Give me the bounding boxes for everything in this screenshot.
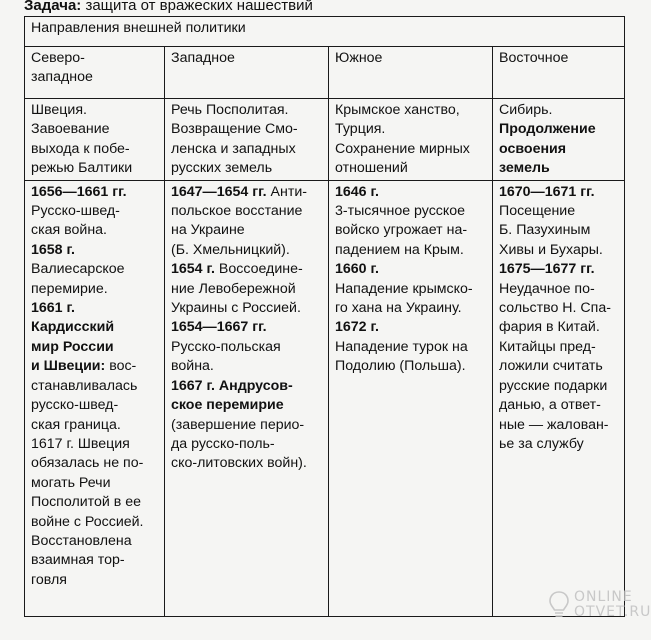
event-line [171, 241, 322, 260]
goal-line: Крымское ханство, [335, 102, 460, 118]
event-line [171, 221, 322, 240]
direction-header-row [25, 47, 625, 99]
event-line [31, 513, 158, 532]
event-line [499, 377, 618, 396]
events-cell-west [165, 180, 329, 616]
event-line [499, 260, 618, 279]
event-line [335, 260, 486, 279]
event-text: войско угрожает на- [335, 222, 468, 239]
event-line [171, 260, 322, 279]
event-line [31, 318, 158, 337]
event-text: Анти- [266, 183, 307, 200]
event-date-text: 1656—1661 гг. [31, 183, 127, 200]
table-title-row [25, 17, 625, 47]
event-text: могать Речи [31, 474, 111, 491]
direction-northwest: Северо- западное [25, 47, 165, 99]
goal-line: Завоевание [31, 121, 110, 138]
event-line [31, 571, 158, 590]
goal-line: режью Балтики [31, 160, 133, 177]
event-line [31, 551, 158, 570]
event-line [499, 299, 618, 318]
event-line [171, 357, 322, 376]
event-text: фария в Китай. [499, 319, 600, 336]
event-text: Б. Пазухиным [499, 222, 591, 239]
event-line [31, 532, 158, 551]
event-text: (Б. Хмельницкий). [171, 241, 290, 258]
event-line [31, 338, 158, 357]
events-row [25, 180, 625, 616]
event-text: да русско-поль- [171, 435, 275, 452]
event-text: ская граница. [31, 416, 121, 433]
event-line [31, 493, 158, 512]
event-line [171, 183, 322, 202]
event-line [335, 202, 486, 221]
event-line [31, 416, 158, 435]
goal-line: освоения [499, 140, 567, 157]
event-text: ние Левобережной [171, 280, 296, 297]
direction-east: Восточное [493, 47, 625, 99]
event-text: говля [31, 571, 67, 588]
events-cell-south [329, 180, 493, 616]
event-text: станавливалась [31, 377, 138, 394]
event-text: русские подарки [499, 377, 608, 394]
watermark-line1: ONLINE [574, 589, 633, 605]
event-date-text: 1670—1671 гг. [499, 183, 595, 200]
event-line [335, 241, 486, 260]
event-text: Русско-швед- [31, 203, 120, 220]
event-text: ье за службу [499, 435, 584, 452]
lightbulb-icon [548, 590, 570, 620]
event-text: перемирие. [31, 280, 108, 297]
event-line [171, 435, 322, 454]
event-text: польское восстание [171, 203, 303, 220]
event-text: Посполитой в ее [31, 494, 142, 511]
goal-line: Швеция. [31, 102, 87, 118]
goals-row [25, 99, 625, 181]
events-cell-east [493, 180, 625, 616]
event-date-text: 1661 г. [31, 300, 75, 317]
event-text: обязалась не по- [31, 455, 144, 472]
events-cell-northwest [25, 180, 165, 616]
event-date-text: мир России [31, 338, 114, 355]
event-line [171, 454, 322, 473]
event-date-text: 1647—1654 гг. [171, 183, 267, 200]
event-text: падением на Крым. [335, 241, 464, 258]
event-line [31, 474, 158, 493]
goal-line: Возвращение Смо- [171, 121, 298, 138]
event-text: Хивы и Бухары. [499, 241, 603, 258]
event-text: на Украине [171, 222, 245, 239]
event-line [499, 280, 618, 299]
event-line [171, 280, 322, 299]
event-date-text: 1654—1667 гг. [171, 319, 267, 336]
event-line [335, 338, 486, 357]
event-date-text: 1658 г. [31, 241, 75, 258]
event-text: Восстановлена [31, 532, 132, 549]
task-label: Задача: [24, 0, 82, 14]
direction-south: Южное [329, 47, 493, 99]
event-line [171, 318, 322, 337]
table-title: Направления внешней политики [25, 17, 625, 47]
event-date-text: 1654 г. [171, 261, 215, 278]
event-text: Нападение крымско- [335, 280, 473, 297]
event-text: вос- [105, 358, 137, 375]
event-line [499, 183, 618, 202]
event-line [499, 241, 618, 260]
goal-line: Сибирь. [499, 102, 553, 118]
event-line [499, 435, 618, 454]
event-line [335, 183, 486, 202]
event-text: 3-тысячное русское [335, 203, 466, 220]
event-line [499, 318, 618, 337]
event-line [31, 241, 158, 260]
event-line [171, 377, 322, 396]
goal-line: Речь Посполитая. [171, 102, 289, 118]
event-text: сольство Н. Спа- [499, 300, 611, 317]
event-line [335, 318, 486, 337]
event-text: ская война. [31, 222, 107, 239]
task-text: защита от вражеских нашествий [81, 0, 313, 14]
goal-line: русских земель [171, 160, 273, 177]
event-date-text: 1672 г. [335, 319, 379, 336]
event-text: (завершение перио- [171, 416, 305, 433]
event-line [499, 221, 618, 240]
event-line [31, 221, 158, 240]
event-text: Воссоедине- [214, 261, 303, 278]
event-line [171, 416, 322, 435]
event-line [499, 416, 618, 435]
event-text: ско-литовских войн). [171, 455, 307, 472]
event-line [499, 357, 618, 376]
event-text: Посещение [499, 203, 576, 220]
goal-line: Турция. [335, 121, 386, 138]
event-line [499, 338, 618, 357]
goal-line: Сохранение мирных [335, 140, 470, 157]
event-line [31, 260, 158, 279]
event-line [31, 377, 158, 396]
goal-line: Продолжение [499, 121, 596, 138]
event-line [31, 299, 158, 318]
event-text: Украины с Россией. [171, 300, 301, 317]
goal-cell-west [165, 99, 329, 181]
watermark-line2: OTVET.RU [574, 604, 651, 620]
event-line [171, 396, 322, 415]
event-line [31, 357, 158, 376]
event-line [335, 357, 486, 376]
event-line [31, 396, 158, 415]
event-line [171, 299, 322, 318]
goal-line: отношений [335, 160, 408, 177]
direction-west: Западное [165, 47, 329, 99]
event-line [499, 396, 618, 415]
event-text: Русско-польская [171, 338, 281, 355]
event-line [171, 338, 322, 357]
goal-line: ленска и западных [171, 140, 296, 157]
event-text: взаимная тор- [31, 552, 125, 569]
event-date-text: 1660 г. [335, 261, 379, 278]
goal-cell-south [329, 99, 493, 181]
event-date-text: и Швеции: [31, 358, 106, 375]
event-text: Неудачное по- [499, 280, 595, 297]
event-text: Подолию (Польша). [335, 358, 466, 375]
event-date-text: ское перемирие [171, 397, 284, 414]
event-text: го хана на Украину. [335, 300, 462, 317]
watermark [548, 586, 651, 636]
event-text: Нападение турок на [335, 338, 468, 355]
goal-cell-east [493, 99, 625, 181]
event-date-text: Кардисский [31, 319, 115, 336]
event-line [31, 202, 158, 221]
event-line [31, 280, 158, 299]
event-text: данью, а ответ- [499, 397, 601, 414]
event-line [171, 202, 322, 221]
event-line [31, 454, 158, 473]
event-text: русско-швед- [31, 397, 119, 414]
event-text: война. [171, 358, 214, 375]
goal-line: земель [499, 160, 550, 177]
task-line [24, 0, 313, 16]
event-line [335, 280, 486, 299]
event-text: ные — жалован- [499, 416, 609, 433]
event-line [31, 435, 158, 454]
foreign-policy-table [24, 16, 625, 617]
event-text: ложили считать [499, 358, 603, 375]
event-date-text: 1667 г. Андрусов- [171, 377, 293, 394]
goal-line: выхода к побе- [31, 140, 130, 157]
event-date-text: 1675—1677 гг. [499, 261, 595, 278]
event-line [31, 183, 158, 202]
event-text: 1617 г. Швеция [31, 435, 130, 452]
event-line [335, 299, 486, 318]
event-line [499, 202, 618, 221]
goal-cell-northwest [25, 99, 165, 181]
event-text: Китайцы пред- [499, 338, 596, 355]
event-text: войне с Россией. [31, 513, 144, 530]
event-text: Валиесарское [31, 261, 125, 278]
event-line [335, 221, 486, 240]
event-date-text: 1646 г. [335, 183, 379, 200]
watermark-text [574, 590, 651, 620]
